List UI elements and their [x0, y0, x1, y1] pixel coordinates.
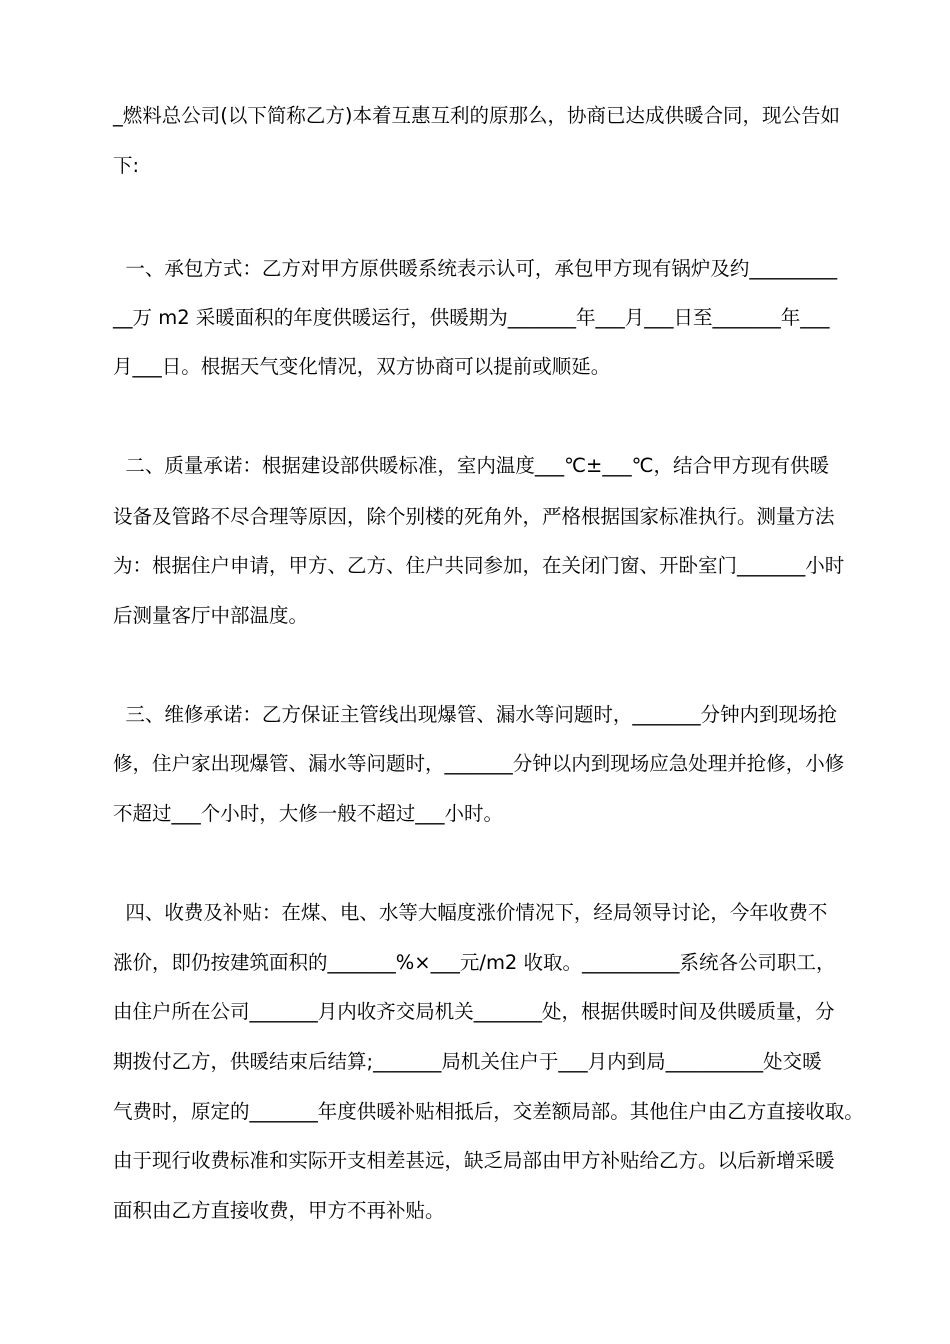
section2-line-2: 设备及管路不尽合理等原因，除个别楼的死角外，严格根据国家标准执行。测量方法: [113, 505, 835, 528]
section3-line-3: 不超过___个小时，大修一般不超过___小时。: [113, 802, 504, 825]
section4-line-5: 气费时，原定的_______年度供暖补贴相抵后，交差额局部。其他住户由乙方直接收取。: [113, 1100, 864, 1123]
section1-line-1: 一、承包方式：乙方对甲方原供暖系统表示认可，承包甲方现有锅炉及约_________: [113, 257, 838, 280]
section4-line-2: 涨价，即仍按建筑面积的_______%×___元/m2 收取。__________系统各公司职工，: [113, 951, 836, 974]
section4-line-3: 由住户所在公司_______月内收齐交局机关_______处，根据供暖时间及供暖质量，分: [113, 1000, 835, 1023]
section3-line-2: 修，住户家出现爆管、漏水等问题时，_______分钟以内到现场应急处理并抢修，小修: [113, 752, 845, 775]
intro-line-1: _燃料总公司(以下简称乙方)本着互惠互利的原那么，协商已达成供暖合同，现公告如: [113, 104, 840, 127]
section2-line-4: 后测量客厅中部温度。: [113, 604, 309, 627]
section4-line-4: 期拨付乙方，供暖结束后结算;_______局机关住户于___月内到局__________处交暖: [113, 1050, 822, 1073]
section2-line-1: 二、质量承诺：根据建设部供暖标准，室内温度___℃±___℃，结合甲方现有供暖: [113, 454, 830, 477]
section4-line-7: 面积由乙方直接收费，甲方不再补贴。: [113, 1199, 445, 1222]
section1-line-2: __万 m2 采暖面积的年度供暖运行，供暖期为_______年___月___日至_______年___: [113, 306, 830, 329]
section4-line-1: 四、收费及补贴：在煤、电、水等大幅度涨价情况下，经局领导讨论，今年收费不: [113, 901, 828, 924]
section1-line-3: 月___日。根据天气变化情况，双方协商可以提前或顺延。: [113, 355, 611, 378]
intro-line-2: 下:: [113, 154, 140, 177]
section2-line-3: 为：根据住户申请，甲方、乙方、住户共同参加，在关闭门窗、开卧室门_______小时: [113, 554, 845, 577]
section4-line-6: 由于现行收费标准和实际开支相差甚远，缺乏局部由甲方补贴给乙方。以后新增采暖: [113, 1149, 835, 1172]
section3-line-1: 三、维修承诺：乙方保证主管线出现爆管、漏水等问题时，_______分钟内到现场抢: [113, 703, 838, 726]
